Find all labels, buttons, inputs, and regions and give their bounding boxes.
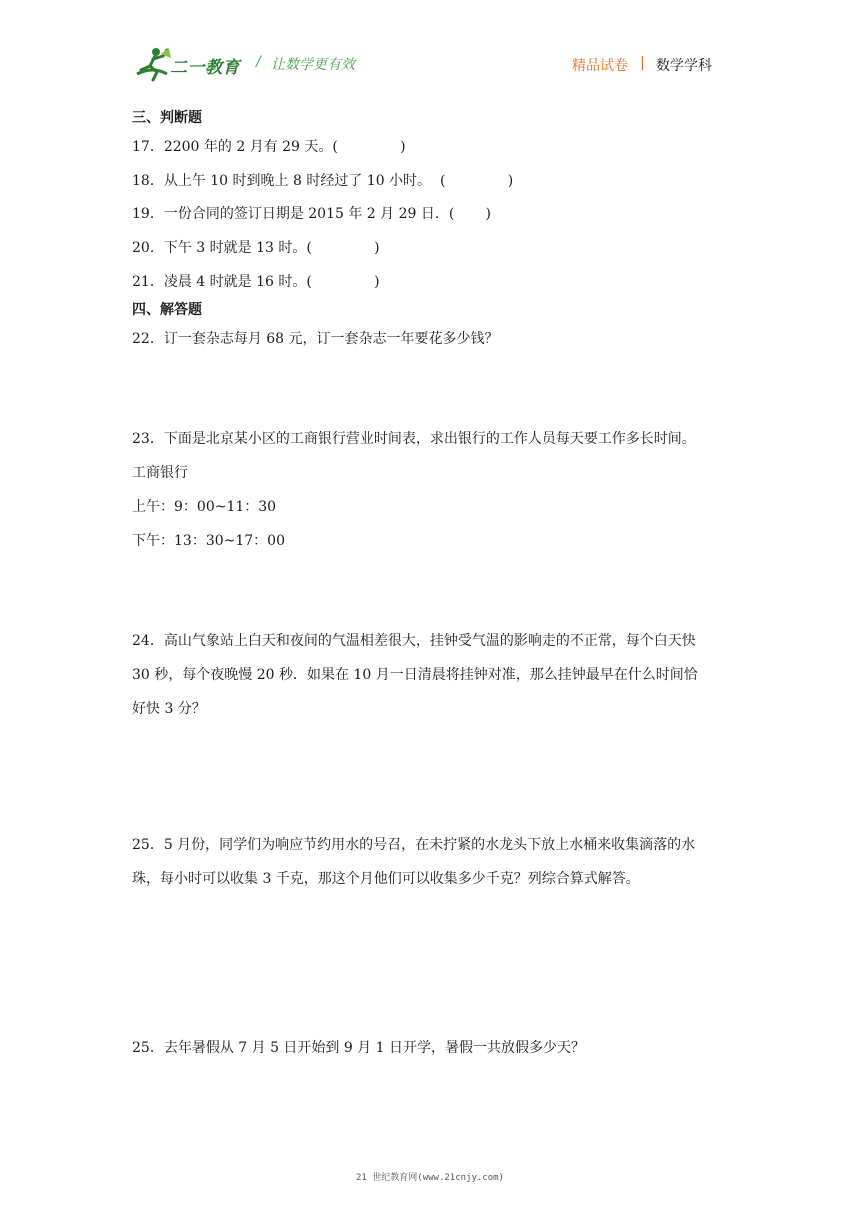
question-24-line-3: 好快 3 分？	[132, 701, 206, 717]
subject-label: 数学学科	[656, 58, 712, 74]
page-header	[0, 0, 860, 100]
question-21: 21．凌晨 4 时就是 16 时。( )	[132, 274, 380, 290]
bank-hours-afternoon: 下午：13：30~17：00	[132, 533, 285, 549]
question-23: 23．下面是北京某小区的工商银行营业时间表，求出银行的工作人员每天要工作多长时间。	[132, 431, 696, 447]
logo-text: 二一教育	[170, 58, 240, 78]
question-20: 20．下午 3 时就是 13 时。( )	[132, 240, 380, 256]
question-17: 17．2200 年的 2 月有 29 天。( )	[132, 139, 406, 155]
question-24-line-1: 24．高山气象站上白天和夜间的气温相差很大，挂钟受气温的影响走的不正常，每个白天快	[132, 633, 696, 649]
bank-hours-morning: 上午：9：00~11：30	[132, 499, 277, 515]
section-title-answer: 四、解答题	[132, 302, 202, 318]
question-25a-line-2: 珠，每小时可以收集 3 千克，那这个月他们可以收集多少千克？列综合算式解答。	[132, 871, 640, 887]
slogan: 让数学更有效	[271, 57, 355, 73]
section-title-judge: 三、判断题	[132, 110, 202, 126]
question-22: 22．订一套杂志每月 68 元，订一套杂志一年要花多少钱？	[132, 331, 499, 347]
question-25a-line-1: 25．5 月份，同学们为响应节约用水的号召，在未拧紧的水龙头下放上水桶来收集滴落的水	[132, 837, 696, 853]
quality-label: 精品试卷	[572, 58, 628, 74]
bank-name: 工商银行	[132, 465, 188, 481]
question-24-line-2: 30 秒，每个夜晚慢 20 秒．如果在 10 月一日清晨将挂钟对准，那么挂钟最早在什么时间恰	[132, 667, 698, 683]
header-divider: |	[640, 55, 645, 71]
slogan-separator: /	[256, 54, 261, 70]
page-footer: 21 世纪教育网(www.21cnjy.com)	[356, 1173, 504, 1183]
question-25b: 25．去年暑假从 7 月 5 日开始到 9 月 1 日开学，暑假一共放假多少天？	[132, 1040, 586, 1056]
question-19: 19．一份合同的签订日期是 2015 年 2 月 29 日．( )	[132, 206, 491, 222]
question-18: 18．从上午 10 时到晚上 8 时经过了 10 小时。 ( )	[132, 173, 514, 189]
